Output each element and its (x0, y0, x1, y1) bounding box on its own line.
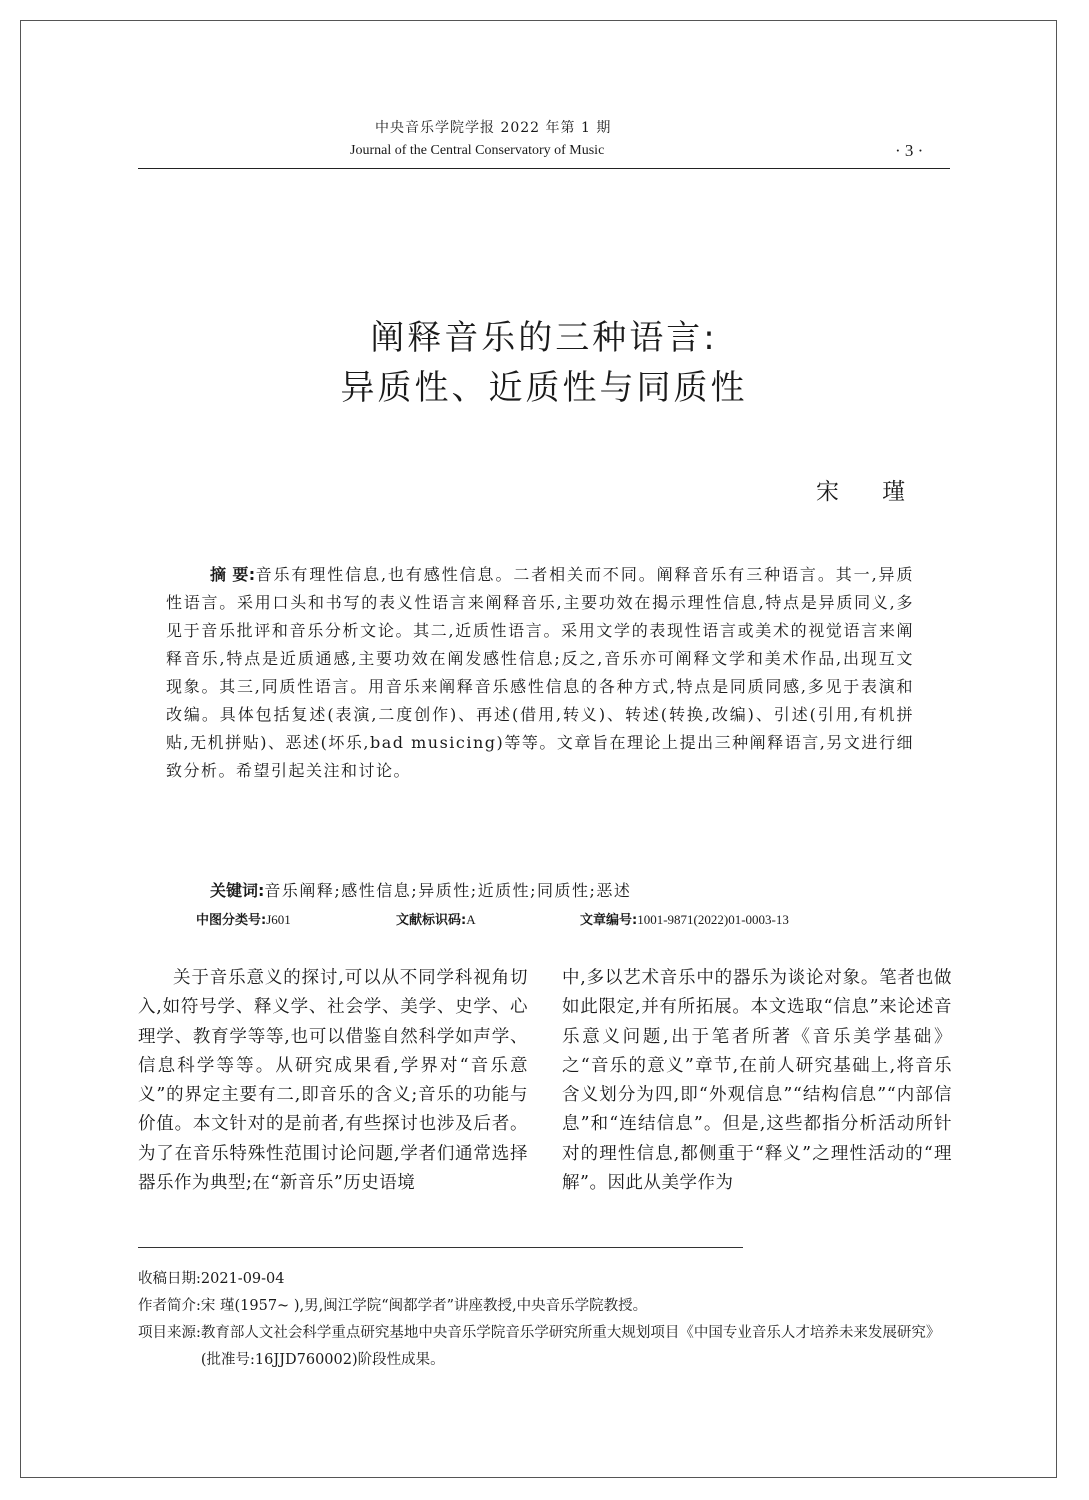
header-rule (138, 168, 950, 169)
doc-code-value: A (466, 912, 476, 927)
body-column-left: 关于音乐意义的探讨,可以从不同学科视角切入,如符号学、释义学、社会学、美学、史学、心理学、教育学等等,也可以借鉴自然科学如声学、信息科学等等。从研究成果看,学界对“音乐意义”的界定主要有二,即音乐的含义;音乐的功能与价值。本文针对的是前者,有些探讨也涉及后者。为了在音乐特殊性范围讨论问题,学者们通常选择器乐作为典型;在“新音乐”历史语境 (138, 968, 528, 1194)
received-value: 2021-09-04 (200, 1271, 285, 1287)
project-label: 项目来源: (138, 1325, 201, 1341)
article-title-line2: 异质性、近质性与同质性 (340, 368, 748, 408)
clc-label: 中图分类号: (196, 913, 267, 928)
article-number-value: 1001-9871(2022)01-0003-13 (637, 912, 789, 927)
clc-value: J601 (266, 912, 291, 927)
journal-title-cn: 中央音乐学院学报 2022 年第 1 期 (375, 120, 612, 136)
abstract-label: 摘 要: (210, 565, 256, 584)
footnotes (138, 1266, 950, 1374)
footnote-project (138, 1320, 950, 1374)
abstract-text: 音乐有理性信息,也有感性信息。二者相关而不同。阐释音乐有三种语言。其一,异质性语言。采用口头和书写的表义性语言来阐释音乐,主要功效在揭示理性信息,特点是异质同义,多见于音乐批评和音乐分析文论。其二,近质性语言。采用文学的表现性语言或美术的视觉语言来阐释音乐,特点是近质通感,主要功效在阐发感性信息;反之,音乐亦可阐释文学和美术作品,出现互文现象。其三,同质性语言。用音乐来阐释音乐感性信息的各种方式,特点是同质同感,多见于表演和改编。具体包括复述(表演,二度创作)、再述(借用,转义)、转述(转换,改编)、引述(引用,有机拼贴,无机拼贴)、恶述(坏乐,bad musicing)等等。文章旨在理论上提出三种阐释语言,另文进行细致分析。希望引起关注和讨论。 (166, 565, 914, 780)
footnote-bio (138, 1293, 950, 1320)
article-number (580, 909, 789, 928)
clc-number (196, 909, 291, 928)
keywords-text: 音乐阐释;感性信息;异质性;近质性;同质性;恶述 (264, 881, 632, 900)
document-code (396, 909, 476, 928)
bio-label: 作者简介: (138, 1298, 201, 1314)
footnote-received (138, 1266, 950, 1293)
bio-value: 宋 瑾(1957~ ),男,闽江学院“闽都学者”讲座教授,中央音乐学院教授。 (200, 1298, 648, 1314)
project-value: 教育部人文社会科学重点研究基地中央音乐学院音乐学研究所重大规划项目《中国专业音乐人才培养未来发展研究》(批准号:16JJD760002)阶段性成果。 (200, 1325, 941, 1368)
journal-title-en: Journal of the Central Conservatory of Music (350, 143, 605, 158)
article-number-label: 文章编号: (580, 913, 638, 928)
keywords-label: 关键词: (210, 881, 265, 900)
author-name: 宋 瑾 (816, 479, 924, 505)
received-label: 收稿日期: (138, 1271, 201, 1287)
keywords (210, 878, 631, 901)
article-title-line1: 阐释音乐的三种语言: (370, 318, 718, 358)
abstract (166, 561, 914, 785)
page-number: · 3 · (895, 141, 924, 160)
body-column-right: 中,多以艺术音乐中的器乐为谈论对象。笔者也做如此限定,并有所拓展。本文选取“信息”来论述音乐意义问题,出于笔者所著《音乐美学基础》之“音乐的意义”章节,在前人研究基础上,将音乐含义划分为四,即“外观信息”“结构信息”“内部信息”和“连结信息”。但是,这些都指分析活动所针对的理性信息,都侧重于“释义”之理性活动的“理解”。因此从美学作为 (562, 968, 952, 1194)
doc-code-label: 文献标识码: (396, 913, 467, 928)
footnote-rule (138, 1247, 743, 1248)
